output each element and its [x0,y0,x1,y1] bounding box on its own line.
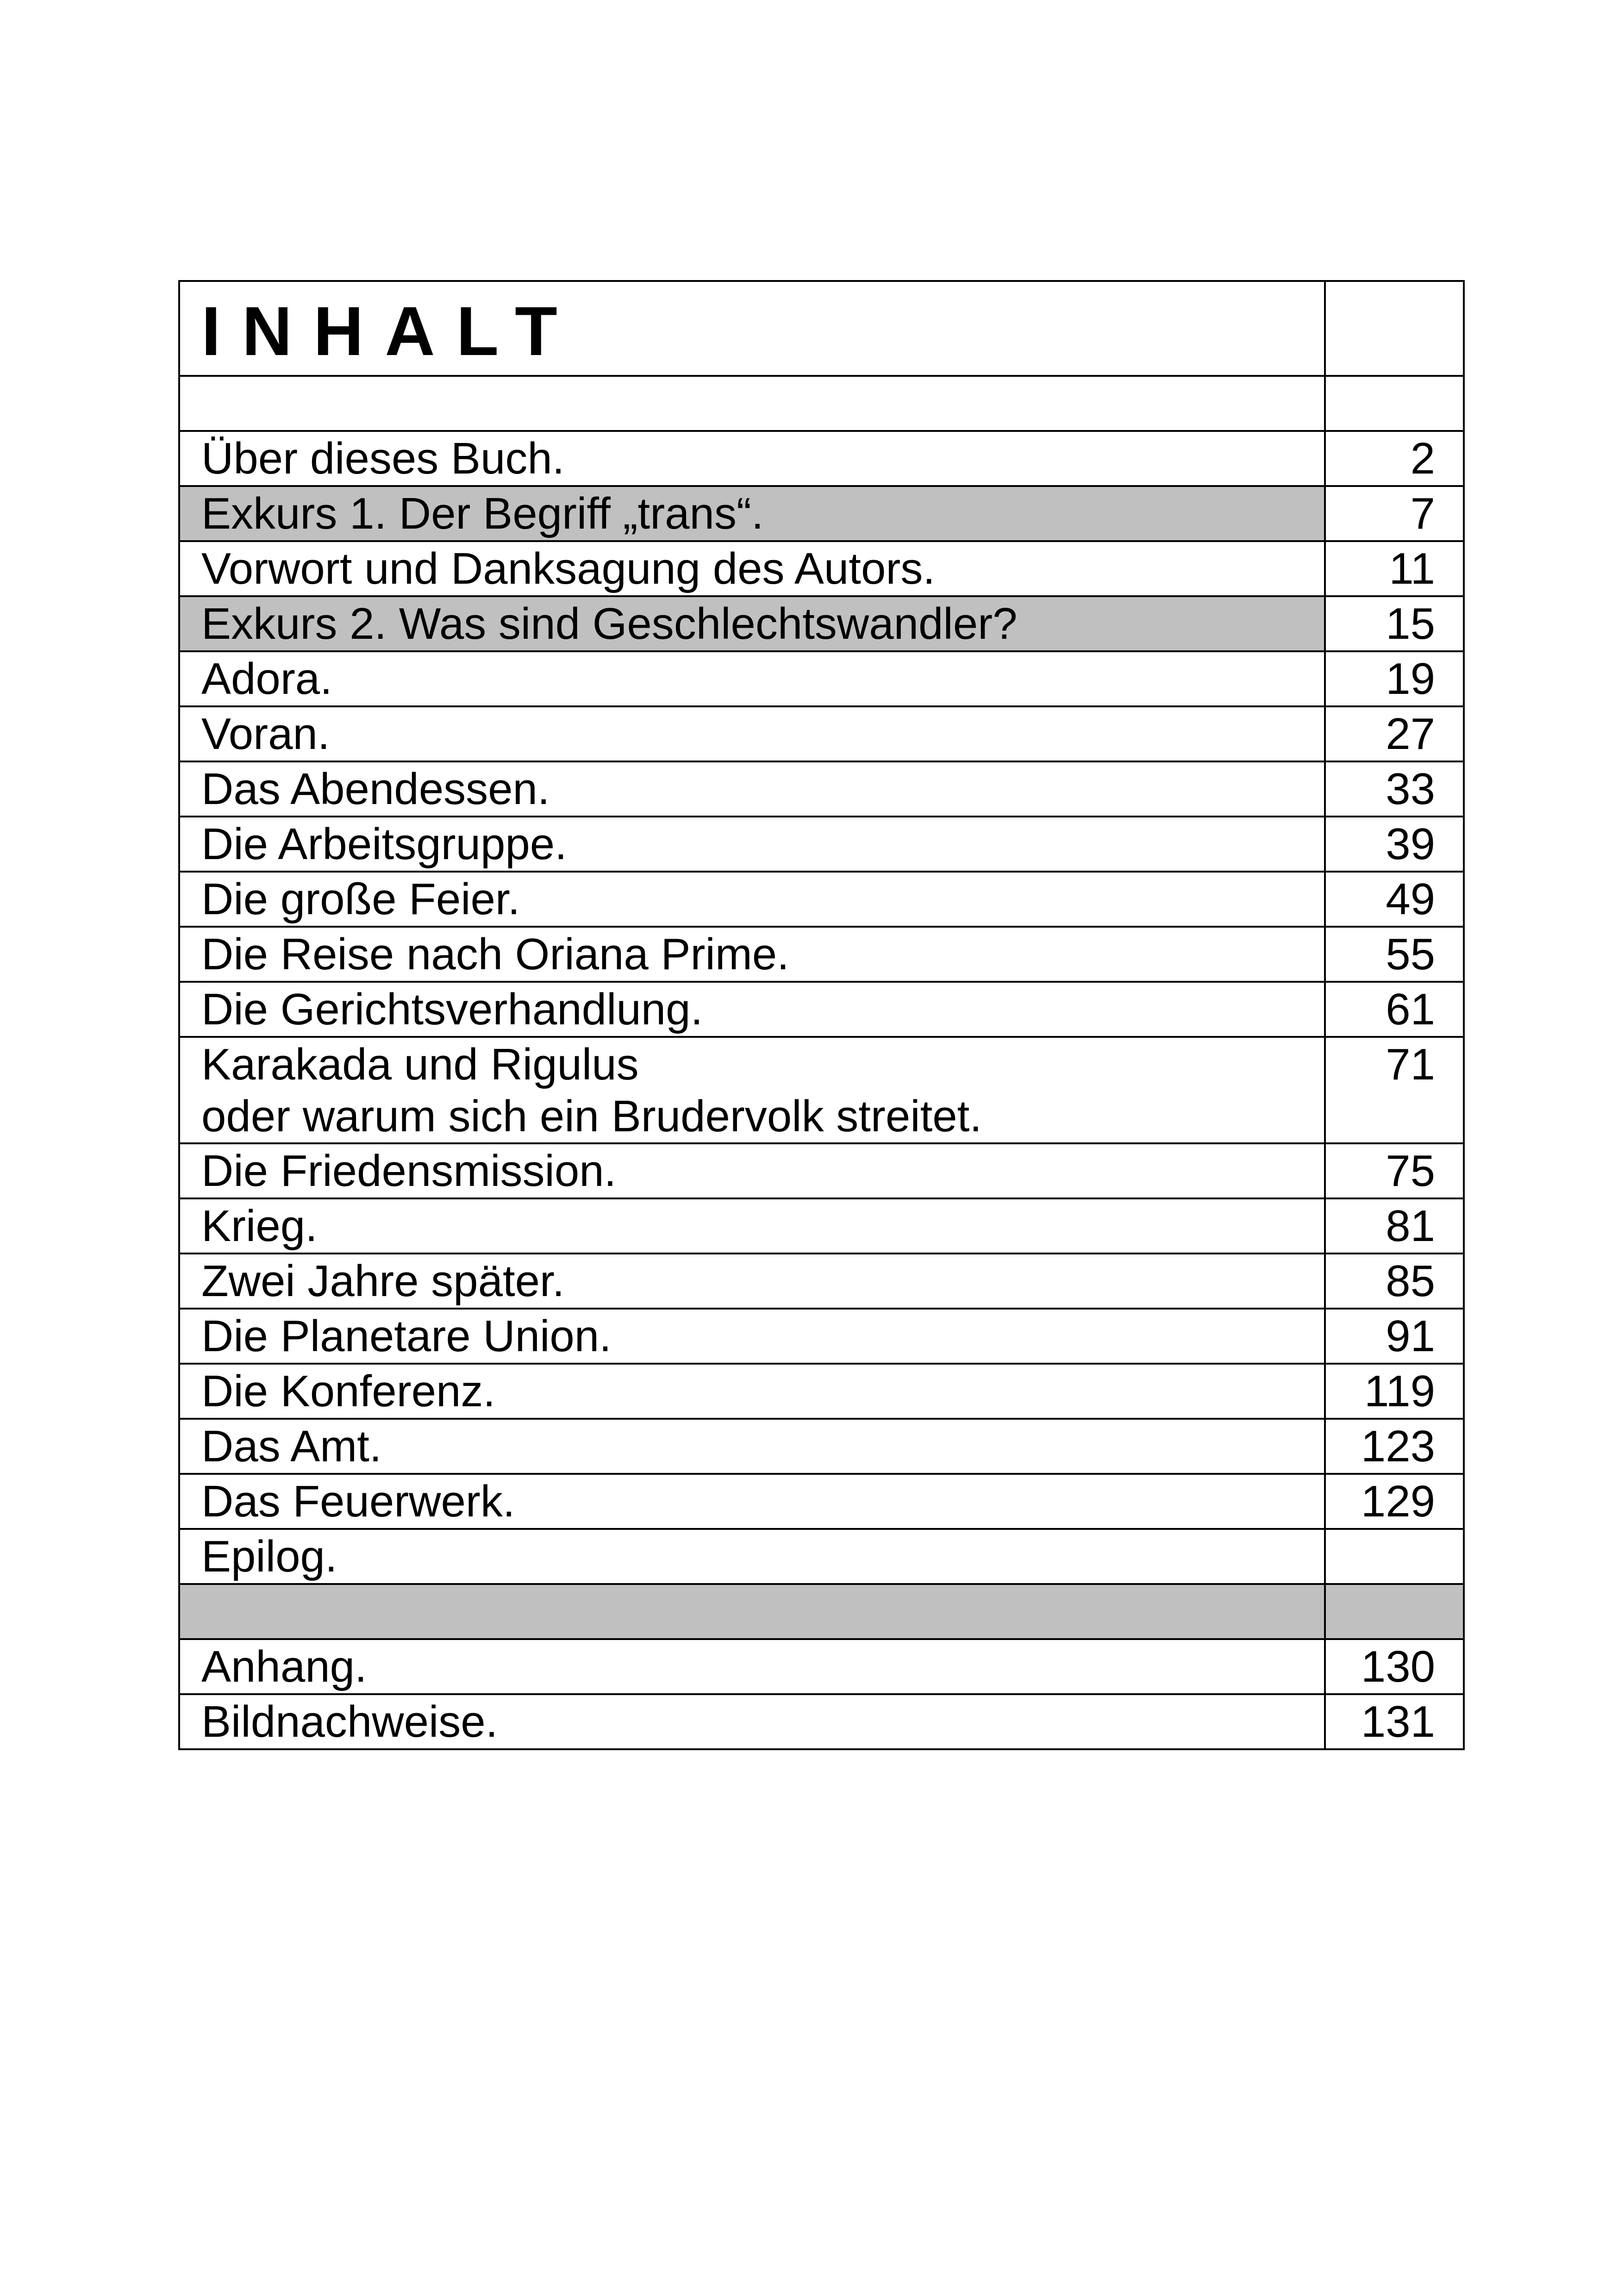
entry-title: Vorwort und Danksagung des Autors. [179,541,1325,596]
toc-entry [179,596,1464,651]
entry-title: Epilog. [179,1529,1325,1584]
entry-page [1325,1529,1464,1584]
entry-page: 7 [1325,486,1464,541]
entry-title: Zwei Jahre später. [179,1254,1325,1309]
entry-page: 131 [1325,1694,1464,1749]
toc-entry [179,1474,1464,1529]
heading-cell [179,281,1325,376]
entry-page: 75 [1325,1143,1464,1198]
separator-row [179,1584,1464,1639]
entry-page: 81 [1325,1198,1464,1254]
entry-page: 91 [1325,1309,1464,1364]
entry-title: Karakada und Rigulus [201,1040,639,1089]
entry-title: Die Reise nach Oriana Prime. [179,927,1325,982]
entry-subtitle: oder warum sich ein Brudervolk streitet. [201,1091,982,1141]
separator-cell [1325,1584,1464,1639]
entry-page: 71 [1325,1037,1464,1143]
entry-page: 61 [1325,982,1464,1037]
entry-title: Adora. [179,651,1325,706]
entry-page: 11 [1325,541,1464,596]
toc-entry [179,1037,1464,1143]
entry-title: Bildnachweise. [179,1694,1325,1749]
toc-entry [179,541,1464,596]
entry-title: Exkurs 1. Der Begriff „trans“. [179,486,1325,541]
entry-title: Das Feuerwerk. [179,1474,1325,1529]
toc-entry [179,1639,1464,1694]
empty-cell [1325,376,1464,431]
toc-entry [179,431,1464,486]
toc-entry [179,872,1464,927]
entry-page: 129 [1325,1474,1464,1529]
empty-row [179,376,1464,431]
entry-page: 119 [1325,1364,1464,1419]
table-of-contents [178,280,1465,1750]
toc-header-row [179,281,1464,376]
entry-title-two-line [179,1037,1325,1143]
toc-entry [179,706,1464,761]
entry-page: 55 [1325,927,1464,982]
entry-page: 33 [1325,761,1464,817]
toc-entry [179,1143,1464,1198]
entry-title: Über dieses Buch. [179,431,1325,486]
toc-entry [179,1254,1464,1309]
entry-title: Das Abendessen. [179,761,1325,817]
toc-entry [179,982,1464,1037]
entry-page: 39 [1325,817,1464,872]
entry-page: 123 [1325,1419,1464,1474]
entry-page: 19 [1325,651,1464,706]
page-title: INHALT [201,292,579,370]
toc-entry [179,761,1464,817]
entry-title: Anhang. [179,1639,1325,1694]
entry-title: Die Konferenz. [179,1364,1325,1419]
toc-entry [179,1419,1464,1474]
entry-title: Die Friedensmission. [179,1143,1325,1198]
entry-title: Das Amt. [179,1419,1325,1474]
entry-title: Krieg. [179,1198,1325,1254]
page-number-cell [1325,281,1464,376]
toc-entry [179,1364,1464,1419]
toc-entry [179,1309,1464,1364]
entry-page: 2 [1325,431,1464,486]
toc-entry [179,1694,1464,1749]
entry-title: Die Arbeitsgruppe. [179,817,1325,872]
entry-page: 85 [1325,1254,1464,1309]
entry-page: 27 [1325,706,1464,761]
entry-title: Die Gerichtsverhandlung. [179,982,1325,1037]
toc-entry [179,1198,1464,1254]
entry-title: Die Planetare Union. [179,1309,1325,1364]
toc-entry [179,486,1464,541]
entry-title: Voran. [179,706,1325,761]
empty-cell [179,376,1325,431]
entry-page: 130 [1325,1639,1464,1694]
entry-title: Die große Feier. [179,872,1325,927]
toc-entry [179,651,1464,706]
toc-entry [179,927,1464,982]
toc-entry [179,817,1464,872]
entry-page: 15 [1325,596,1464,651]
toc-entry [179,1529,1464,1584]
entry-title: Exkurs 2. Was sind Geschlechtswandler? [179,596,1325,651]
entry-page: 49 [1325,872,1464,927]
separator-cell [179,1584,1325,1639]
